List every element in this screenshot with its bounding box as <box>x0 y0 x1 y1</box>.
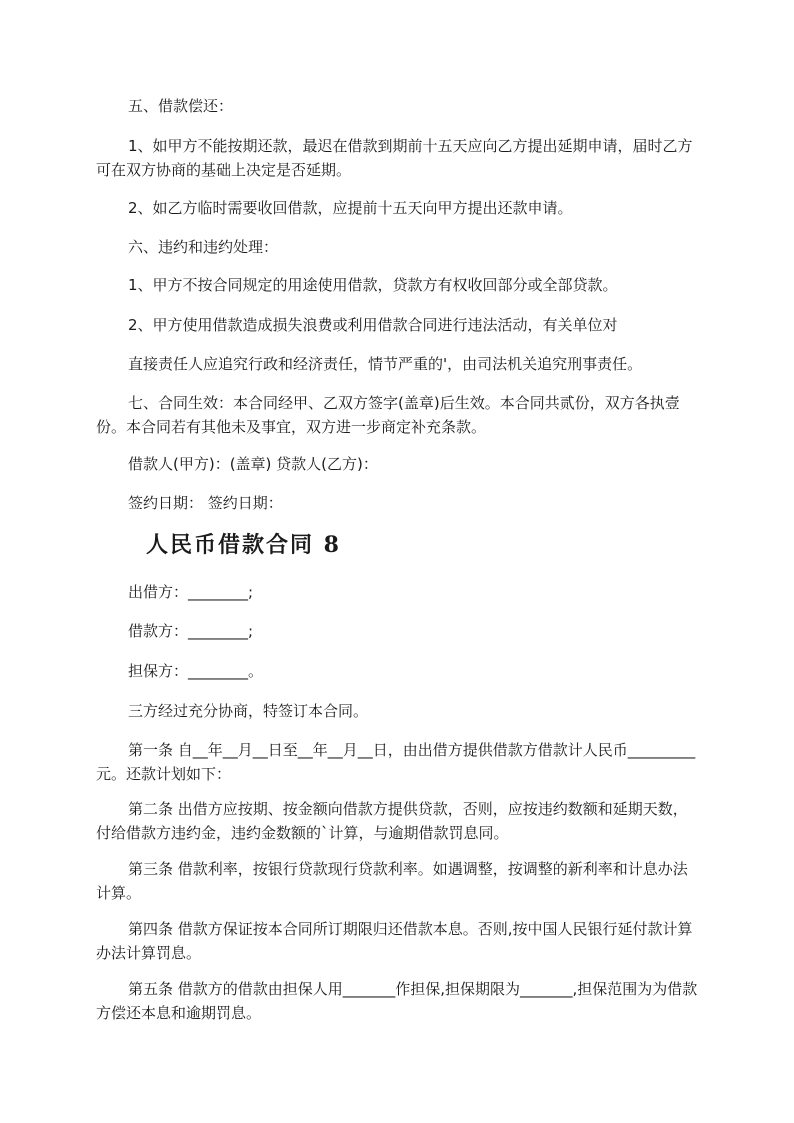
paragraph-default-1: 1、甲方不按合同规定的用途使用借款，贷款方有权收回部分或全部贷款。 <box>128 276 618 294</box>
article-3: 第三条 借款利率，按银行贷款现行贷款利率。如遇调整，按调整的新利率和计息办法计算。 <box>96 860 688 902</box>
article-5: 第五条 借款方的借款由担保人用_______作担保,担保期限为_______,担保范围为为借款方偿还本息和逾期罚息。 <box>96 980 698 1022</box>
contract-intro: 三方经过充分协商，特签订本合同。 <box>128 702 369 720</box>
paragraph-default-3: 直接责任人应追究行政和经济责任，情节严重的'，由司法机关追究刑事责任。 <box>128 355 643 373</box>
article-4: 第四条 借款方保证按本合同所订期限归还借款本息。否则,按中国人民银行延付款计算办法计算罚息。 <box>96 920 693 962</box>
section-heading-repayment: 五、借款偿还： <box>128 97 234 115</box>
guarantor-line: 担保方：________。 <box>128 662 264 680</box>
signature-dates-line: 签约日期： 签约日期： <box>128 494 283 512</box>
article-2: 第二条 出借方应按期、按金额向借款方提供贷款，否则，应按违约数额和延期天数，付给借款方违约金，违约金数额的`计算，与逾期借款罚息同。 <box>96 800 688 842</box>
paragraph-repayment-1: 1、如甲方不能按期还款，最迟在借款到期前十五天应向乙方提出延期申请，届时乙方可在双方协商的基础上决定是否延期。 <box>96 137 693 179</box>
paragraph-repayment-2: 2、如乙方临时需要收回借款，应提前十五天向甲方提出还款申请。 <box>128 199 573 217</box>
signature-parties-line: 借款人(甲方)：(盖章) 贷款人(乙方)： <box>128 455 378 473</box>
paragraph-default-2: 2、甲方使用借款造成损失浪费或利用借款合同进行违法活动，有关单位对 <box>128 316 618 334</box>
paragraph-effectiveness: 七、合同生效：本合同经甲、乙双方签字(盖章)后生效。本合同共贰份，双方各执壹份。本合同若有其他未及事宜，双方进一步商定补充条款。 <box>96 394 680 436</box>
contract-title: 人民币借款合同 8 <box>146 532 341 558</box>
section-heading-default: 六、违约和违约处理： <box>128 238 279 256</box>
borrower-line: 借款方：________; <box>128 622 254 640</box>
article-1: 第一条 自__年__月__日至__年__月__日，由出借方提供借款方借款计人民币_________元。还款计划如下： <box>96 741 696 783</box>
lender-line: 出借方：________; <box>128 583 254 601</box>
